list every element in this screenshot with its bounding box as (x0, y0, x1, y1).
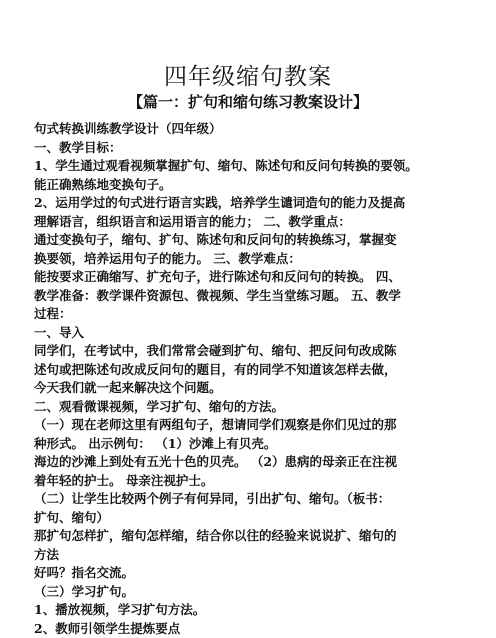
body-line: 教学准备：教学课件资源包、微视频、学生当堂练习题。 五、教学 (34, 287, 480, 306)
body-line: 能按要求正确缩写、扩充句子，进行陈述句和反问句的转换。 四、 (34, 268, 480, 287)
body-line: 2、教师引领学生提炼要点 (34, 620, 480, 638)
body-line: （二）让学生比较两个例子有何异同，引出扩句、缩句。（板书： (34, 490, 480, 509)
body-line: 种形式。 出示例句： （1）沙滩上有贝壳。 (34, 435, 480, 454)
body-line: 今天我们就一起来解决这个问题。 (34, 379, 480, 398)
document-title: 四年级缩句教案 (0, 58, 496, 91)
body-line: 好吗？指名交流。 (34, 564, 480, 583)
body-line: 句式转换训练教学设计（四年级） (34, 120, 480, 139)
body-line: 能正确熟练地变换句子。 (34, 176, 480, 195)
body-line: 海边的沙滩上到处有五光十色的贝壳。 （2）患病的母亲正在注视 (34, 453, 480, 472)
body-line: 1、学生通过观看视频掌握扩句、缩句、陈述句和反问句转换的要领。 (34, 157, 480, 176)
body-line: 二、观看微课视频，学习扩句、缩句的方法。 (34, 398, 480, 417)
body-line: 理解语言，组织语言和运用语言的能力； 二、教学重点： (34, 213, 480, 232)
body-line: 方法 (34, 546, 480, 565)
body-line: 过程： (34, 305, 480, 324)
body-line: 扩句、缩句） (34, 509, 480, 528)
body-line: 2、运用学过的句式进行语言实践，培养学生谴词造句的能力及提高 (34, 194, 480, 213)
body-line: 1、播放视频，学习扩句方法。 (34, 601, 480, 620)
document-subtitle: 【篇一：扩句和缩句练习教案设计】 (0, 91, 496, 112)
document-body (34, 120, 480, 638)
body-line: 一、教学目标： (34, 139, 480, 158)
body-line: 通过变换句子，缩句、扩句、陈述句和反问句的转换练习，掌握变 (34, 231, 480, 250)
body-line: （一）现在老师这里有两组句子，想请同学们观察是你们见过的那 (34, 416, 480, 435)
body-line: 着年轻的护士。 母亲注视护士。 (34, 472, 480, 491)
body-line: 述句或把陈述句改成反问句的题目，有的同学不知道该怎样去做， (34, 361, 480, 380)
body-line: 同学们，在考试中，我们常常会碰到扩句、缩句、把反问句改成陈 (34, 342, 480, 361)
body-line: （三）学习扩句。 (34, 583, 480, 602)
body-line: 那扩句怎样扩，缩句怎样缩，结合你以往的经验来说说扩、缩句的 (34, 527, 480, 546)
body-line: 一、导入 (34, 324, 480, 343)
body-line: 换要领，培养运用句子的能力。 三、教学难点： (34, 250, 480, 269)
